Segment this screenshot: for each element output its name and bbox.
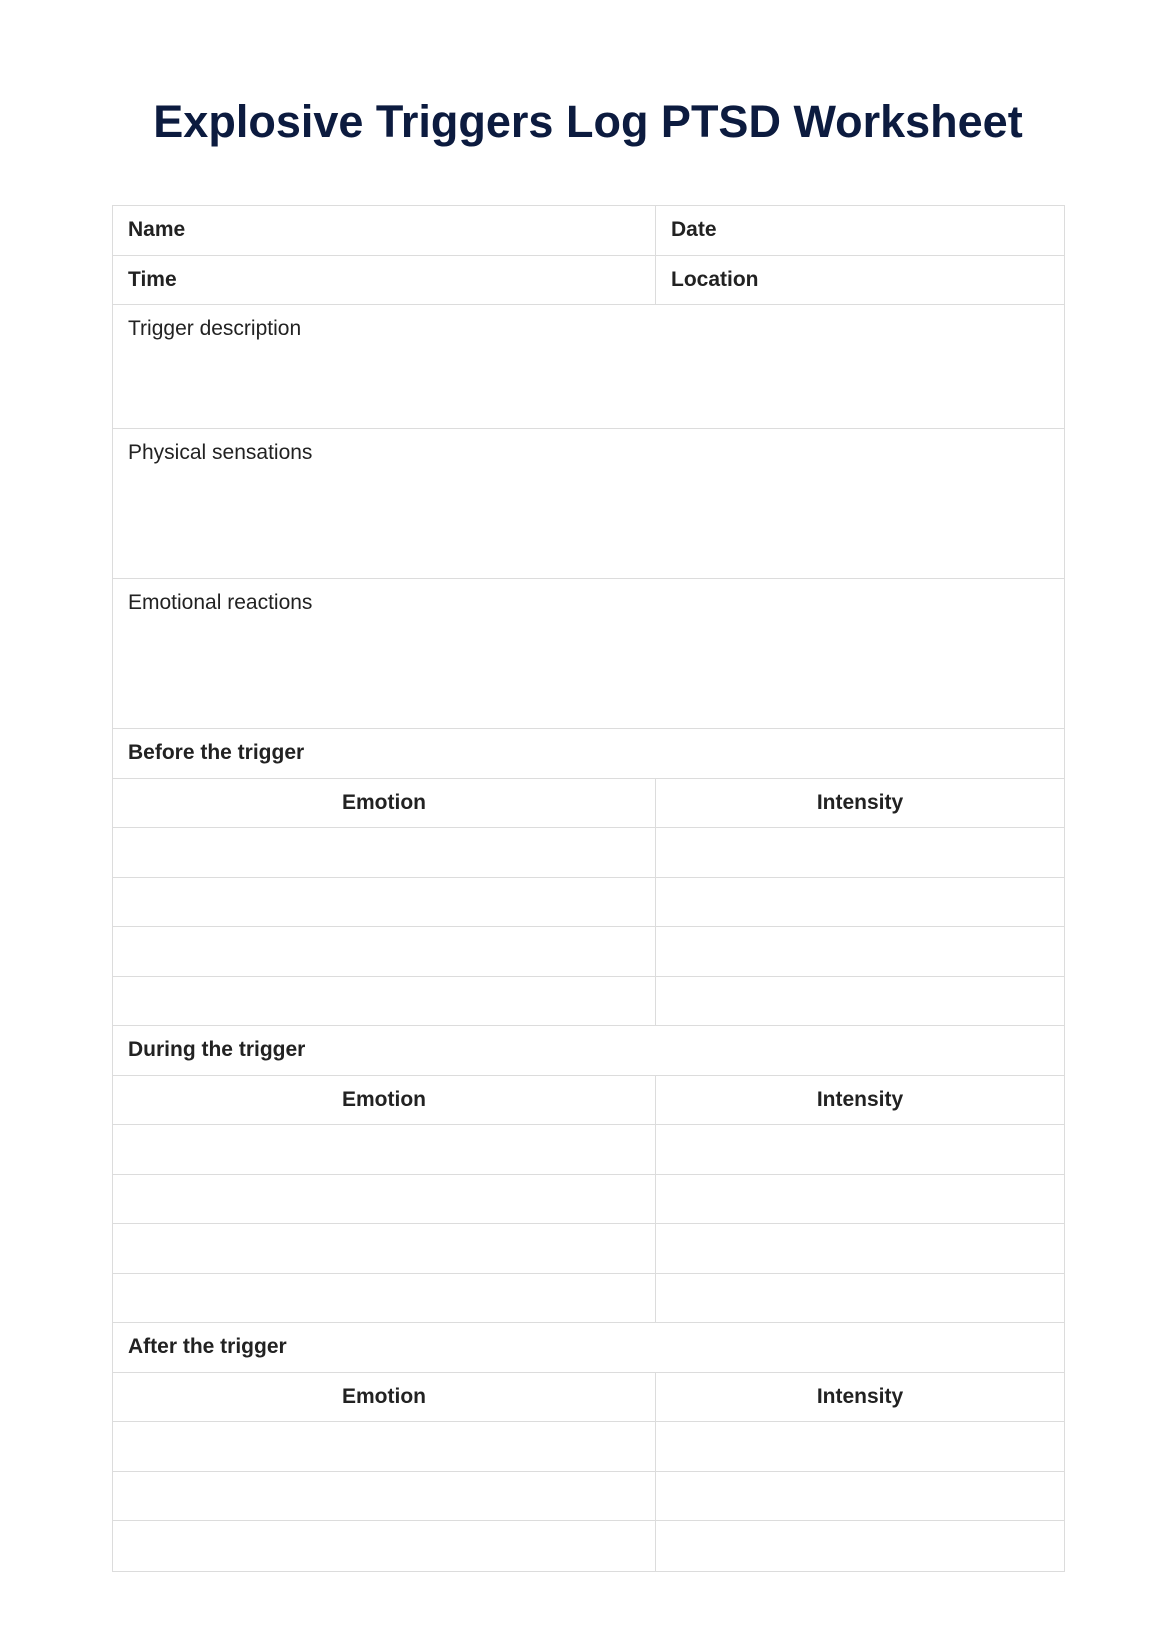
emotion-input-cell[interactable]	[113, 927, 656, 976]
name-field[interactable]: Name	[113, 206, 656, 255]
intensity-input-cell[interactable]	[656, 977, 1064, 1026]
table-row	[113, 1472, 1064, 1522]
table-row	[113, 828, 1064, 878]
table-row	[113, 927, 1064, 977]
intensity-input-cell[interactable]	[656, 927, 1064, 976]
table-row	[113, 1224, 1064, 1274]
intensity-input-cell[interactable]	[656, 1274, 1064, 1323]
worksheet-table	[112, 205, 1065, 1572]
intensity-column-header: Intensity	[816, 790, 904, 814]
intensity-input-cell[interactable]	[656, 1175, 1064, 1224]
emotional-reactions-field[interactable]: Emotional reactions	[128, 591, 313, 614]
emotional-reactions-row	[113, 579, 1064, 729]
page-title: Explosive Triggers Log PTSD Worksheet	[153, 96, 1023, 147]
emotion-input-cell[interactable]	[113, 1521, 656, 1571]
emotion-column-header: Emotion	[113, 1076, 656, 1125]
emotion-input-cell[interactable]	[113, 1274, 656, 1323]
emotion-input-cell[interactable]	[113, 1175, 656, 1224]
physical-sensations-row	[113, 429, 1064, 579]
time-location-row	[113, 256, 1064, 306]
phase-column-header-row	[113, 779, 1064, 829]
table-row	[113, 1274, 1064, 1324]
emotion-input-cell[interactable]	[113, 977, 656, 1026]
intensity-input-cell[interactable]	[656, 828, 1064, 877]
phase-column-header-row	[113, 1076, 1064, 1126]
emotion-input-cell[interactable]	[113, 1422, 656, 1471]
trigger-description-row	[113, 305, 1064, 429]
intensity-input-cell[interactable]	[656, 1521, 1064, 1571]
table-row	[113, 1422, 1064, 1472]
emotion-input-cell[interactable]	[113, 1125, 656, 1174]
phase-heading-after-the-trigger: After the trigger	[128, 1335, 287, 1358]
emotion-column-header: Emotion	[113, 779, 656, 828]
date-field[interactable]: Date	[671, 218, 717, 241]
intensity-input-cell[interactable]	[656, 1224, 1064, 1273]
emotion-input-cell[interactable]	[113, 878, 656, 927]
phase-column-header-row	[113, 1373, 1064, 1423]
table-row	[113, 1521, 1064, 1571]
table-row	[113, 977, 1064, 1027]
phase-heading-during-the-trigger: During the trigger	[128, 1038, 306, 1061]
physical-sensations-field[interactable]: Physical sensations	[128, 441, 313, 464]
intensity-column-header: Intensity	[816, 1087, 904, 1111]
phase-heading-before-the-trigger: Before the trigger	[128, 741, 305, 764]
table-row	[113, 1175, 1064, 1225]
intensity-column-header: Intensity	[816, 1384, 904, 1408]
phase-heading-row	[113, 1026, 1064, 1076]
intensity-input-cell[interactable]	[656, 1422, 1064, 1471]
table-row	[113, 1125, 1064, 1175]
time-field[interactable]: Time	[113, 256, 656, 305]
emotion-input-cell[interactable]	[113, 828, 656, 877]
intensity-input-cell[interactable]	[656, 1125, 1064, 1174]
emotion-input-cell[interactable]	[113, 1472, 656, 1521]
emotion-input-cell[interactable]	[113, 1224, 656, 1273]
name-date-row	[113, 206, 1064, 256]
emotion-column-header: Emotion	[113, 1373, 656, 1422]
trigger-description-field[interactable]: Trigger description	[128, 317, 302, 340]
table-row	[113, 878, 1064, 928]
phase-heading-row	[113, 729, 1064, 779]
phase-heading-row	[113, 1323, 1064, 1373]
intensity-input-cell[interactable]	[656, 878, 1064, 927]
location-field[interactable]: Location	[671, 267, 759, 291]
intensity-input-cell[interactable]	[656, 1472, 1064, 1521]
